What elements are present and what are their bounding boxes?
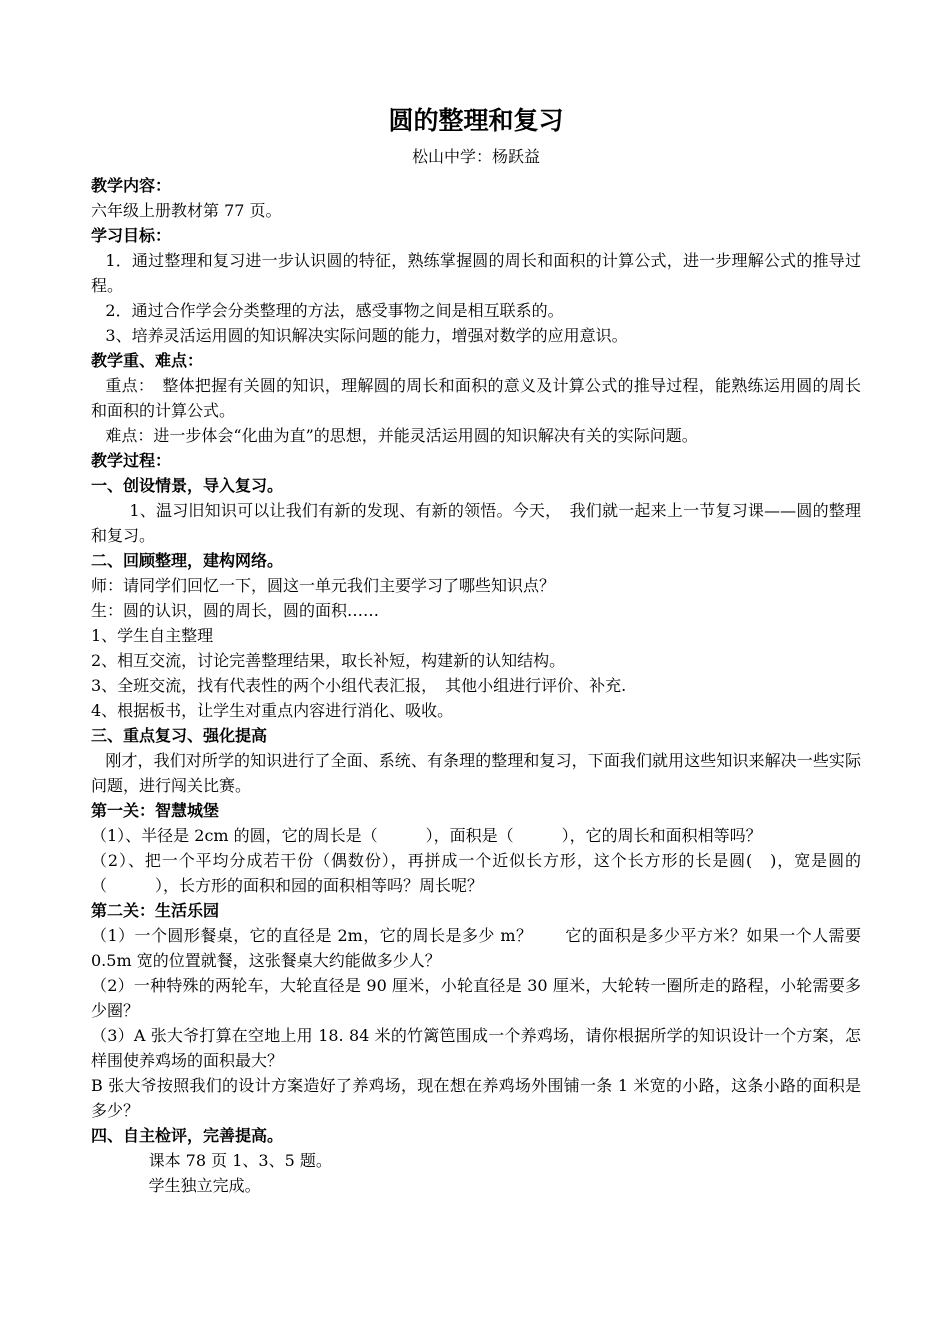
objective-item: 3、培养灵活运用圆的知识解决实际问题的能力，增强对数学的应用意识。 bbox=[105, 326, 628, 345]
paragraph: 六年级上册教材第 77 页。 bbox=[91, 201, 282, 220]
paragraph: 刚才，我们对所学的知识进行了全面、系统、有条理的整理和复习，下面我们就用这些知识来解决一些实际问题，进行闯关比赛。 bbox=[91, 751, 861, 795]
question-item: （1）、半径是 2cm 的圆，它的周长是（ ），面积是（ ），它的周长和面积相等吗？ bbox=[91, 826, 762, 845]
step-heading: 二、回顾整理，建构网络。 bbox=[91, 551, 284, 570]
list-item: 2、相互交流，讨论完善整理结果，取长补短，构建新的认知结构。 bbox=[91, 651, 566, 670]
dialogue-line: 师：请同学们回忆一下，圆这一单元我们主要学习了哪些知识点？ bbox=[91, 576, 556, 595]
step-heading: 四、自主检评，完善提高。 bbox=[91, 1126, 284, 1145]
section-heading: 教学内容： bbox=[91, 176, 172, 195]
document-page bbox=[91, 104, 861, 1198]
paragraph: 1、温习旧知识可以让我们有新的发现、有新的领悟。今天， 我们就一起来上一节复习课——圆的整理和复习。 bbox=[91, 501, 861, 545]
paragraph: 学生独立完成。 bbox=[148, 1176, 261, 1195]
dialogue-line: 生：圆的认识，圆的周长，圆的面积…… bbox=[91, 601, 380, 620]
objective-item: 2．通过合作学会分类整理的方法，感受事物之间是相互联系的。 bbox=[105, 301, 564, 320]
step-heading: 一、创设情景，导入复习。 bbox=[91, 476, 284, 495]
question-item: （1）一个圆形餐桌，它的直径是 2m，它的周长是多少 m？ 它的面积是多少平方米？如果一个人需要 0.5m 宽的位置就餐，这张餐桌大约能做多少人？ bbox=[91, 926, 861, 970]
section-heading: 教学重、难点： bbox=[91, 351, 204, 370]
key-point-paragraph: 重点： 整体把握有关圆的知识，理解圆的周长和面积的意义及计算公式的推导过程，能熟练运用圆的周长和面积的计算公式。 bbox=[91, 376, 861, 420]
document-title: 圆的整理和复习 bbox=[388, 106, 564, 135]
difficulty-paragraph: 难点：进一步体会“化曲为直”的思想，并能灵活运用圆的知识解决有关的实际问题。 bbox=[105, 426, 698, 445]
section-heading: 学习目标： bbox=[91, 226, 172, 245]
question-item: （3）A 张大爷打算在空地上用 18. 84 米的竹篱笆围成一个养鸡场，请你根据所学的知识设计一个方案，怎样围使养鸡场的面积最大？ bbox=[91, 1026, 861, 1070]
objective-item: 1．通过整理和复习进一步认识圆的特征，熟练掌握圆的周长和面积的计算公式，进一步理解公式的推导过程。 bbox=[91, 251, 861, 295]
level-heading: 第一关：智慧城堡 bbox=[91, 801, 220, 820]
step-heading: 三、重点复习、强化提高 bbox=[91, 726, 268, 745]
question-item: B 张大爷按照我们的设计方案造好了养鸡场，现在想在养鸡场外围铺一条 1 米宽的小路，这条小路的面积是多少？ bbox=[91, 1076, 861, 1120]
paragraph: 课本 78 页 1、3、5 题。 bbox=[148, 1151, 332, 1170]
question-item: （2）、把一个平均分成若干份（偶数份），再拼成一个近似长方形，这个长方形的长是圆( )，宽是圆的（ ），长方形的面积和园的面积相等吗？周长呢？ bbox=[91, 851, 861, 895]
document-author: 松山中学：杨跃益 bbox=[411, 147, 540, 166]
question-item: （2）一种特殊的两轮车，大轮直径是 90 厘米，小轮直径是 30 厘米，大轮转一圈所走的路程，小轮需要多少圈？ bbox=[91, 976, 861, 1020]
level-heading: 第二关：生活乐园 bbox=[91, 901, 220, 920]
list-item: 3、全班交流，找有代表性的两个小组代表汇报， 其他小组进行评价、补充. bbox=[91, 676, 627, 695]
list-item: 4、根据板书，让学生对重点内容进行消化、吸收。 bbox=[91, 701, 454, 720]
section-heading: 教学过程： bbox=[91, 451, 172, 470]
list-item: 1、学生自主整理 bbox=[91, 626, 214, 645]
